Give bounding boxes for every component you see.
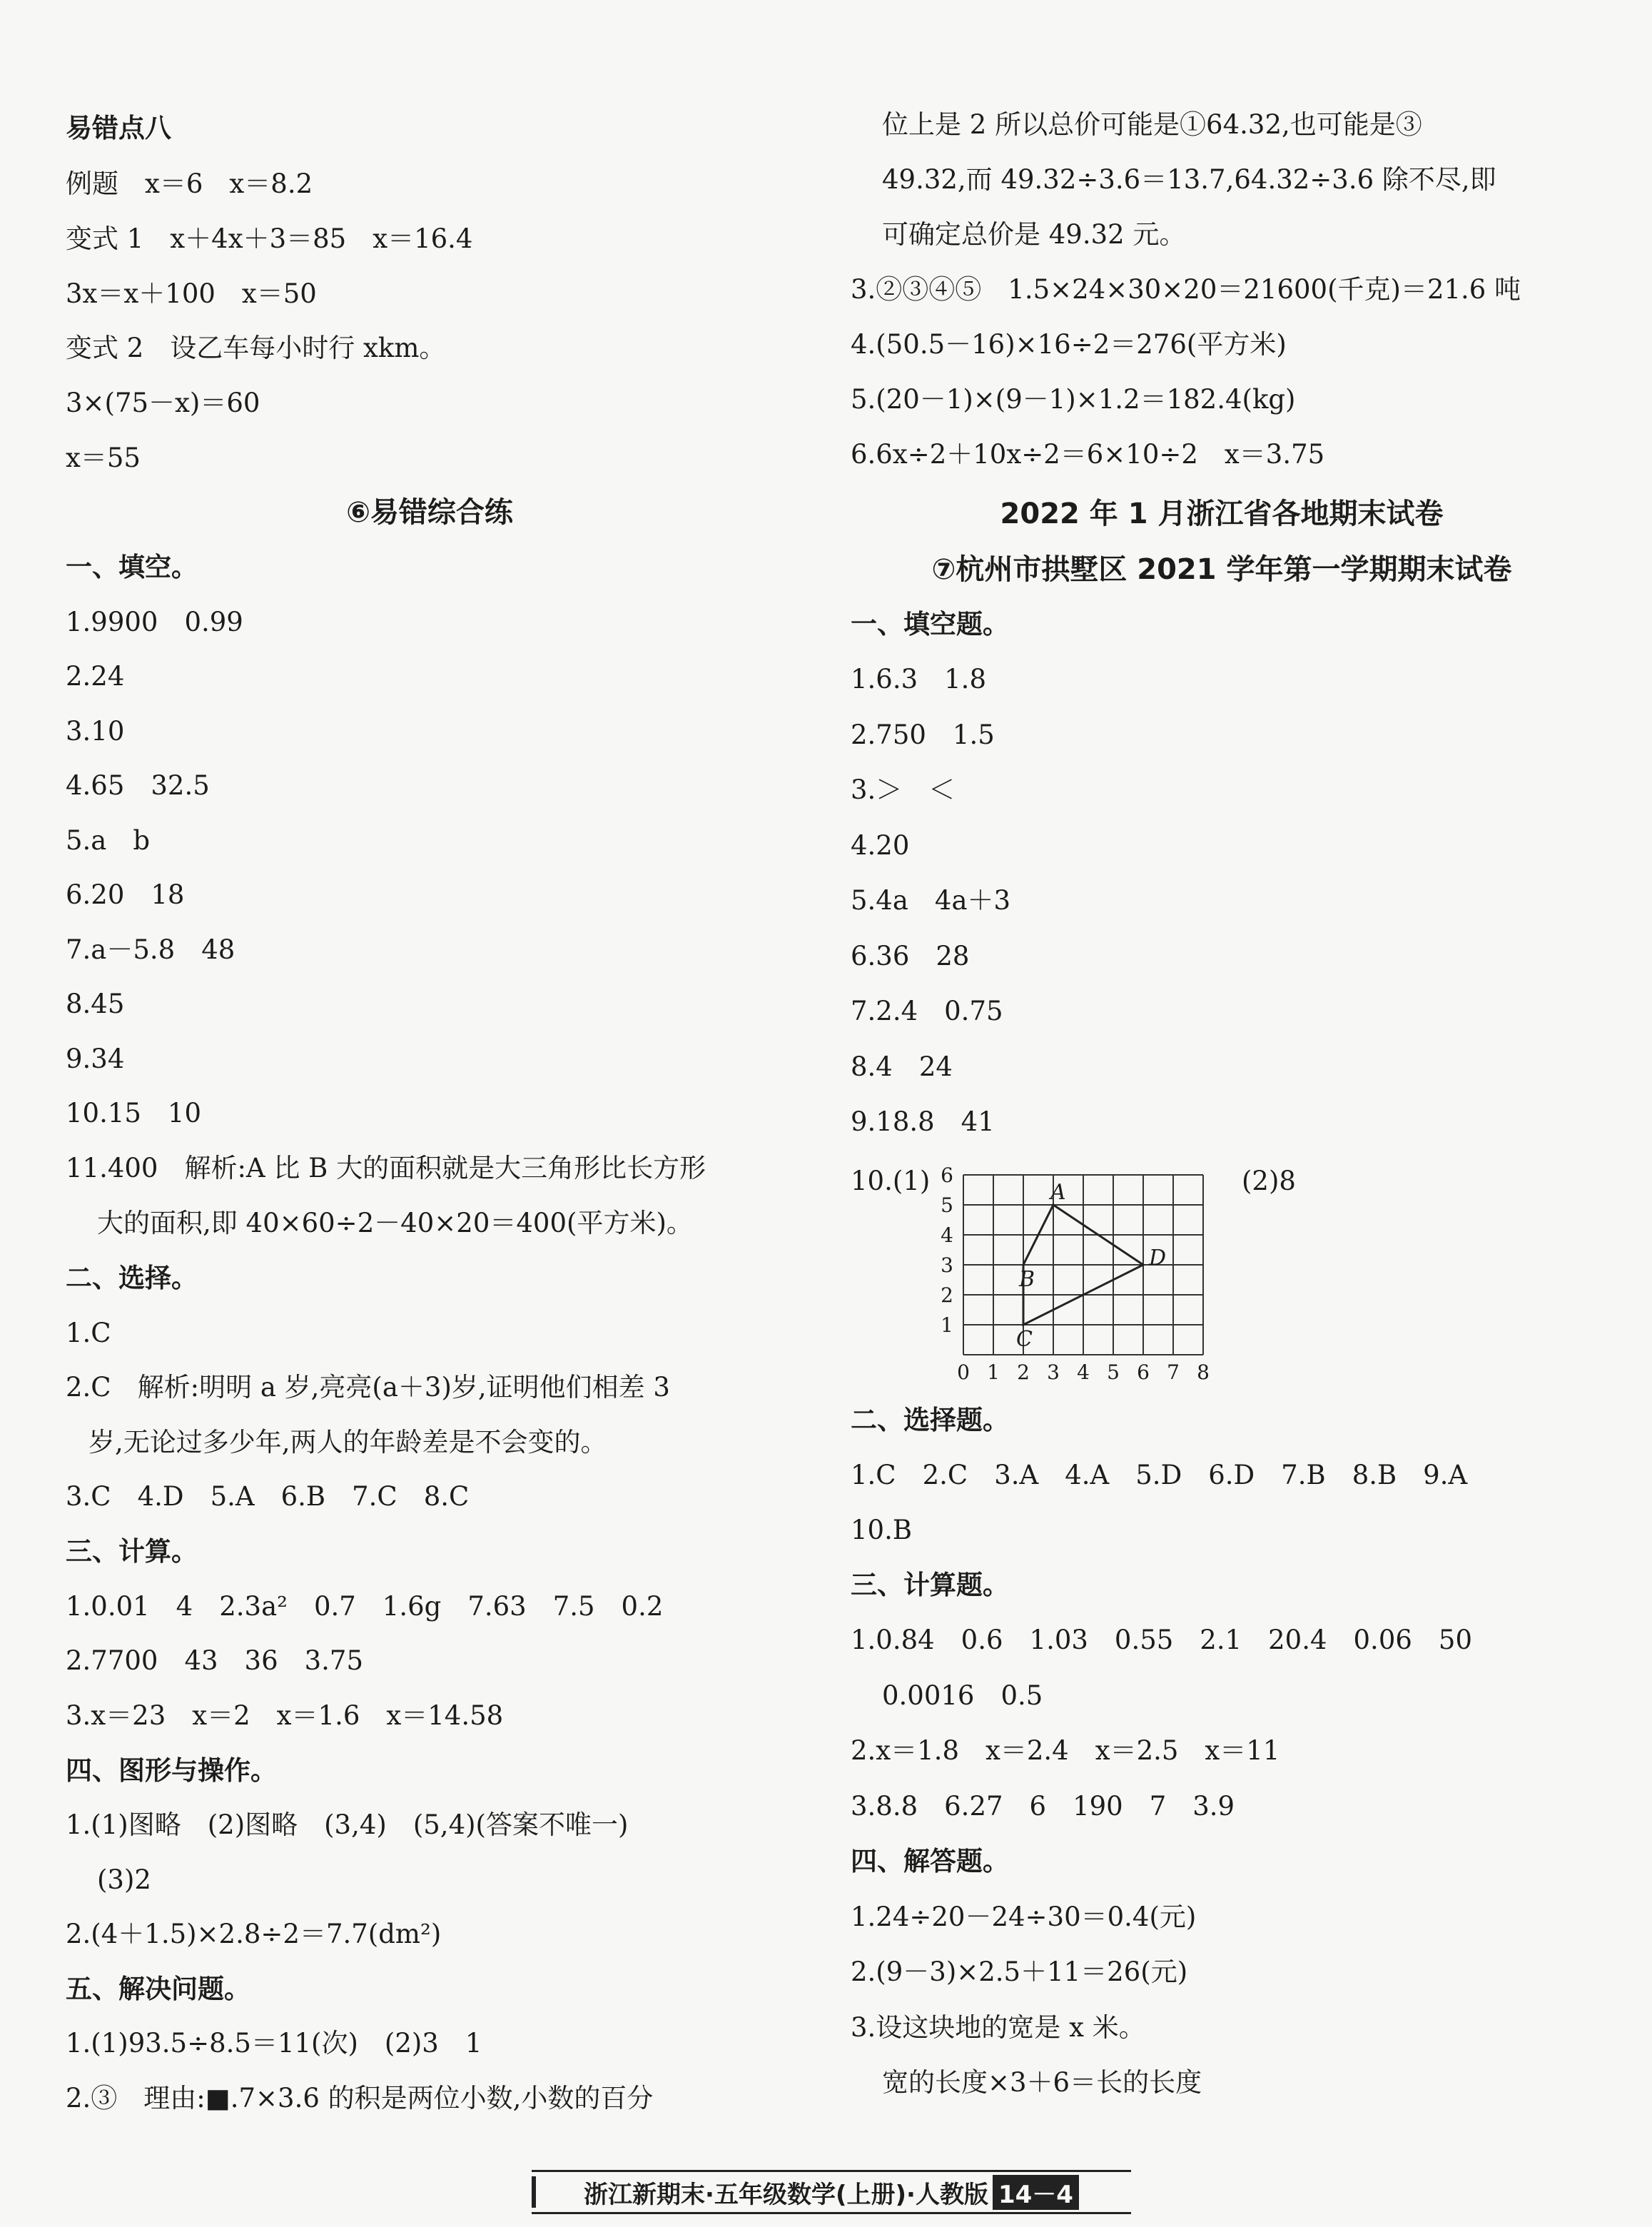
exam-answer-item-2: 2.(9－3)×2.5＋11＝26(元) bbox=[851, 1956, 1188, 1987]
section-title-easy-error-8: 易错点八 bbox=[66, 113, 171, 143]
choice-item-1: 1.C bbox=[66, 1318, 111, 1348]
variant-1-line: 变式 1 x＋4x＋3＝85 x＝16.4 bbox=[66, 223, 473, 254]
solve-item-3: 3.②③④⑤ 1.5×24×30×20＝21600(千克)＝21.6 吨 bbox=[851, 274, 1521, 305]
x-tick-label: 4 bbox=[1077, 1360, 1090, 1384]
exam-calc-heading: 三、计算题。 bbox=[851, 1570, 1009, 1600]
exam-fill-item-10-suffix: (2)8 bbox=[1242, 1166, 1296, 1196]
exam-fill-item-8: 8.4 24 bbox=[851, 1051, 953, 1082]
x-tick-label: 2 bbox=[1017, 1360, 1030, 1384]
calc-item-2: 2.7700 43 36 3.75 bbox=[66, 1645, 364, 1676]
y-tick-label: 1 bbox=[941, 1313, 953, 1337]
exam-title: ⑦杭州市拱墅区 2021 学年第一学期期末试卷 bbox=[931, 553, 1512, 586]
exam-calc-item-2: 2.x＝1.8 x＝2.4 x＝2.5 x＝11 bbox=[851, 1735, 1280, 1766]
x-tick-label: 1 bbox=[987, 1360, 1000, 1384]
y-tick-label: 2 bbox=[941, 1283, 953, 1307]
exam-fill-item-9: 9.18.8 41 bbox=[851, 1106, 995, 1137]
fill-item-7: 7.a－5.8 48 bbox=[66, 934, 235, 965]
solve-item-1: 1.(1)93.5÷8.5＝11(次) (2)3 1 bbox=[66, 2028, 482, 2059]
fill-item-11: 11.400 解析:A 比 B 大的面积就是大三角形比长方形 bbox=[66, 1153, 706, 1183]
coordinate-grid-figure bbox=[885, 1161, 1220, 1389]
fill-item-2: 2.24 bbox=[66, 661, 125, 692]
fill-item-5: 5.a b bbox=[66, 825, 151, 856]
exam-fill-item-10-prefix: 10.(1) bbox=[851, 1166, 931, 1196]
solve-item-2: 2.③ 理由:■.7×3.6 的积是两位小数,小数的百分 bbox=[66, 2083, 654, 2114]
y-tick-label: 3 bbox=[941, 1253, 953, 1277]
figure-item-1-continued: (3)2 bbox=[97, 1864, 151, 1895]
figure-heading: 四、图形与操作。 bbox=[66, 1755, 277, 1786]
example-line: 例题 x＝6 x＝8.2 bbox=[66, 168, 313, 199]
x-tick-label: 7 bbox=[1167, 1360, 1180, 1384]
fill-item-8: 8.45 bbox=[66, 989, 125, 1019]
continued-line-2: 49.32,而 49.32÷3.6＝13.7,64.32÷3.6 除不尽,即 bbox=[882, 164, 1496, 195]
fill-heading: 一、填空。 bbox=[66, 552, 198, 582]
exam-calc-item-1-continued: 0.0016 0.5 bbox=[882, 1680, 1043, 1711]
point-label-b: B bbox=[1019, 1267, 1035, 1292]
x-tick-label: 8 bbox=[1197, 1360, 1210, 1384]
exam-calc-item-3: 3.8.8 6.27 6 190 7 3.9 bbox=[851, 1791, 1235, 1822]
exam-fill-item-5: 5.4a 4a＋3 bbox=[851, 885, 1011, 916]
continued-line-3: 可确定总价是 49.32 元。 bbox=[882, 219, 1186, 250]
solve-item-5: 5.(20－1)×(9－1)×1.2＝182.4(kg) bbox=[851, 384, 1296, 415]
y-tick-label: 5 bbox=[941, 1193, 953, 1217]
choice-item-2: 2.C 解析:明明 a 岁,亮亮(a＋3)岁,证明他们相差 3 bbox=[66, 1372, 670, 1403]
calc-item-1: 1.0.01 4 2.3a² 0.7 1.6g 7.63 7.5 0.2 bbox=[66, 1591, 664, 1622]
exam-calc-item-1: 1.0.84 0.6 1.03 0.55 2.1 20.4 0.06 50 bbox=[851, 1625, 1472, 1655]
exam-fill-heading: 一、填空题。 bbox=[851, 609, 1009, 640]
y-tick-label: 4 bbox=[941, 1223, 953, 1247]
variant-2-answer: x＝55 bbox=[66, 443, 141, 473]
exam-fill-item-7: 7.2.4 0.75 bbox=[851, 996, 1003, 1026]
fill-item-6: 6.20 18 bbox=[66, 879, 185, 910]
exam-answer-item-3: 3.设这块地的宽是 x 米。 bbox=[851, 2012, 1145, 2043]
footer-bar bbox=[532, 2176, 536, 2208]
figure-item-2: 2.(4＋1.5)×2.8÷2＝7.7(dm²) bbox=[66, 1919, 442, 1949]
exam-answer-heading: 四、解答题。 bbox=[851, 1846, 1009, 1877]
variant-1-second-line: 3x＝x＋100 x＝50 bbox=[66, 278, 317, 309]
point-label-a: A bbox=[1050, 1180, 1066, 1205]
fill-item-4: 4.65 32.5 bbox=[66, 770, 210, 801]
x-tick-label: 3 bbox=[1047, 1360, 1060, 1384]
exam-fill-item-1: 1.6.3 1.8 bbox=[851, 664, 986, 695]
solve-heading: 五、解决问题。 bbox=[66, 1974, 250, 2004]
fill-item-3: 3.10 bbox=[66, 716, 125, 747]
solve-item-4: 4.(50.5－16)×16÷2＝276(平方米) bbox=[851, 329, 1287, 360]
continued-line-1: 位上是 2 所以总价可能是①64.32,也可能是③ bbox=[882, 109, 1422, 140]
exam-answer-item-1: 1.24÷20－24÷30＝0.4(元) bbox=[851, 1902, 1197, 1932]
variant-2-equation: 3×(75－x)＝60 bbox=[66, 388, 260, 418]
choice-heading: 二、选择。 bbox=[66, 1263, 198, 1293]
exam-choice-line-1: 1.C 2.C 3.A 4.A 5.D 6.D 7.B 8.B 9.A bbox=[851, 1460, 1468, 1490]
calc-item-3: 3.x＝23 x＝2 x＝1.6 x＝14.58 bbox=[66, 1700, 504, 1731]
exam-fill-item-4: 4.20 bbox=[851, 830, 910, 861]
fill-item-9: 9.34 bbox=[66, 1044, 125, 1074]
main-title: 2022 年 1 月浙江省各地期末试卷 bbox=[1000, 498, 1444, 530]
exam-fill-item-6: 6.36 28 bbox=[851, 941, 970, 971]
x-tick-label: 5 bbox=[1107, 1360, 1120, 1384]
choice-item-2-continued: 岁,无论过多少年,两人的年龄差是不会变的。 bbox=[88, 1427, 607, 1458]
section-6-title: ⑥易错综合练 bbox=[346, 496, 513, 529]
x-tick-label: 6 bbox=[1137, 1360, 1150, 1384]
y-tick-label: 6 bbox=[941, 1163, 953, 1187]
fill-item-10: 10.15 10 bbox=[66, 1098, 202, 1128]
point-label-c: C bbox=[1016, 1327, 1033, 1352]
point-label-d: D bbox=[1149, 1246, 1167, 1271]
exam-choice-line-2: 10.B bbox=[851, 1515, 913, 1545]
footer-title: 浙江新期末·五年级数学(上册)·人教版 bbox=[584, 2180, 988, 2209]
fill-item-11-continued: 大的面积,即 40×60÷2－40×20＝400(平方米)。 bbox=[97, 1208, 693, 1238]
x-tick-label: 0 bbox=[957, 1360, 970, 1384]
exam-fill-item-2: 2.750 1.5 bbox=[851, 719, 995, 750]
figure-item-1: 1.(1)图略 (2)图略 (3,4) (5,4)(答案不唯一) bbox=[66, 1809, 629, 1840]
exam-answer-item-3-continued: 宽的长度×3＋6＝长的长度 bbox=[882, 2067, 1202, 2098]
exam-choice-heading: 二、选择题。 bbox=[851, 1405, 1009, 1435]
fill-item-1: 1.9900 0.99 bbox=[66, 607, 243, 637]
exam-fill-item-3: 3.＞ ＜ bbox=[851, 774, 956, 805]
variant-2-line: 变式 2 设乙车每小时行 xkm。 bbox=[66, 333, 446, 363]
choice-items-3-8: 3.C 4.D 5.A 6.B 7.C 8.C bbox=[66, 1481, 470, 1512]
calc-heading: 三、计算。 bbox=[66, 1536, 198, 1567]
page-footer bbox=[532, 2170, 1131, 2214]
footer-page-code: 14－4 bbox=[993, 2175, 1079, 2210]
solve-item-6: 6.6x÷2＋10x÷2＝6×10÷2 x＝3.75 bbox=[851, 439, 1325, 470]
